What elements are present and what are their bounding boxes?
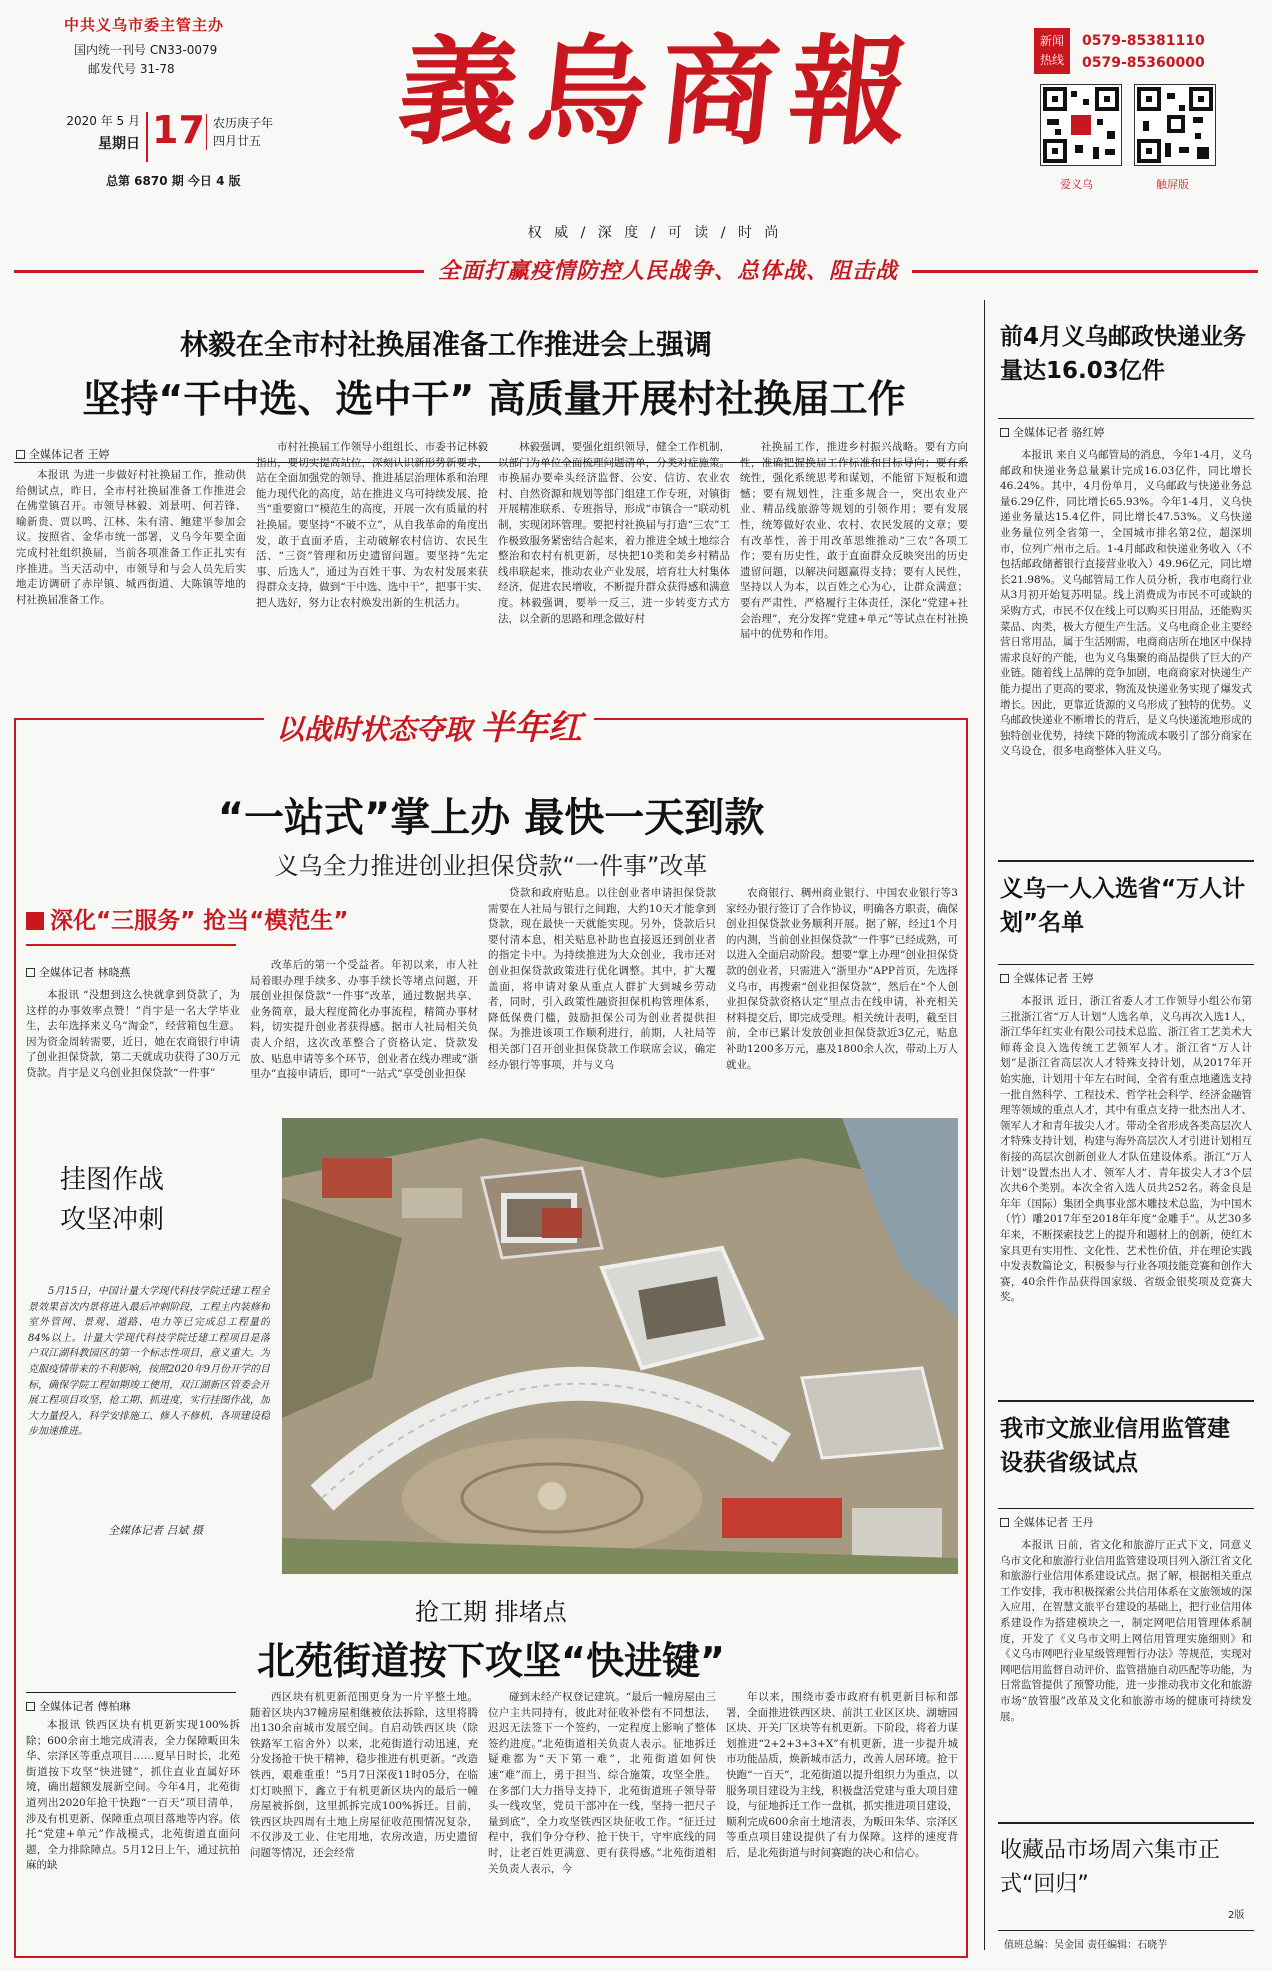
- beiyuan-kicker: 抢工期 排堵点: [415, 1598, 567, 1626]
- beiyuan-col-2: [250, 1690, 478, 1950]
- sponsor-line: 中共义乌市委主管主办: [64, 16, 225, 34]
- lunar-year: 农历庚子年: [213, 116, 274, 130]
- qr-label-1: 爱义乌: [1060, 178, 1093, 191]
- beiyuan-col-1: [26, 1718, 240, 1950]
- right4-headline[interactable]: 收藏品市场周六集市正式“回归”: [1000, 1838, 1221, 1897]
- right3-byline: [1000, 1514, 1250, 1530]
- campaign-slogan: 全面打赢疫情防控人民战争、总体战、阻击战: [424, 254, 912, 285]
- beiyuan-col-4: [726, 1690, 958, 1950]
- masthead-left-info: [64, 14, 254, 77]
- right2-byline: [1000, 970, 1250, 986]
- right3-body: [1000, 1538, 1252, 1816]
- photo-credit: 全媒体记者 吕斌 摄: [108, 1524, 203, 1537]
- feature-col-1-text: 本报讯 “没想到这么快就拿到贷款了，为这样的办事效率点赞！”肖宇是一名大学毕业生，去年选择来义乌“淘金”，经营箱包生意。因为资金周转需要，近日，她在农商银行申请了创业担保贷款，第二天就成功获得了30万元贷款。肖宇是义乌创业担保贷款“一件事”: [26, 989, 240, 1079]
- feature-banner: [264, 700, 594, 749]
- lead-col-3: [498, 440, 730, 690]
- hotline-label-1: 新闻: [1039, 34, 1064, 48]
- feature-col-4: [726, 886, 958, 1106]
- right1-byline: [1000, 424, 1250, 440]
- hotline-label-2: 热线: [1039, 53, 1064, 67]
- newspaper-title: 義烏商報: [392, 22, 928, 161]
- slogan: 权 威 / 深 度 / 可 读 / 时 尚: [527, 225, 783, 241]
- photo-caption-paragraph: 5月15日，中国计量大学现代科技学院迁建工程全景效果首次内景将进入最后冲刺阶段，工程主内装修和室外管网、景观、道路、电力等已完成总工程量的84%以上。计量大学现代科技学院迁建工程项目是落户双江湖科教园区的第一个标志性项目，意义重大。为克服疫情带来的不利影响，按照2020年9月份开学的目标，确保学院工程如期竣工使用，双江湖新区管委会开展工程项目攻坚，抢工期、抓进度，实行挂图作战，加大力量投入，科学安排施工、修人不修机，各项建设稳步加速推进。: [28, 1286, 270, 1438]
- hotline-phones: [1082, 30, 1205, 74]
- right4-page-ref[interactable]: 2版: [1228, 1910, 1245, 1921]
- right2-headline: 义乌一人入选省“万人计划”名单: [1000, 876, 1246, 936]
- postal-line: 邮发代号 31-78: [88, 62, 175, 76]
- weekday: 星期日: [98, 136, 140, 152]
- issue-number: 总第 6870 期 今日 4 版: [106, 174, 241, 188]
- qr-code-aiyiwu[interactable]: [1040, 84, 1122, 166]
- lunar-day: 四月廿五: [213, 134, 262, 148]
- date-block: [64, 112, 148, 162]
- lead-byline-text: 全媒体记者 王婷: [29, 448, 110, 461]
- right1-byline-text: 全媒体记者 骆红婷: [1013, 426, 1105, 439]
- lead-col-4: [740, 440, 968, 690]
- right2-text: 本报讯 近日，浙江省委人才工作领导小组公布第三批浙江省“万人计划”人选名单，义乌再次入选1人，浙江华年红实业有限公司技术总监、浙江省工艺美术大师蒋金良入选传统工艺领军人才。浙江省“万人计划”是浙江省高层次人才特殊支持计划，从2017年开始实施，计划用十年左右时间，全省有重点地遴选支持一批自然科学、工程技术、哲学社会科学、经济金融管理等领域的重点人才，其中有重点支持一批杰出人才、领军人才和青年拔尖人才。带动全省形成各类高层次人才特殊支持计划，构建与海外高层次人才引进计划相互衔接的高层次创新创业人才队伍建设体系。浙江“万人计划”设置杰出人才、领军人才、青年拔尖人才3个层次共6个类别。本次全省入选人员共252名。蒋金良是年年（国际）集团全典事业部木雕技术总监，为中国木（竹）雕2017年至2018年年度“金雕手”。从艺30多年来，不断探索技艺上的提升和题材上的创新，使红木家具更有实用性、文化性、艺术性价值，并在理论实践中发表数篇论文，积极参与行业各项技能竞赛和创作大赛，40余件作品获得国家级、省级金银奖项及竞赛大奖。: [1000, 995, 1252, 1304]
- photo-title-2: 攻坚冲刺: [60, 1205, 165, 1235]
- feature-byline: [26, 964, 236, 980]
- square-icon: [26, 1702, 35, 1711]
- aerial-photo: [282, 1118, 958, 1574]
- qr-code-mobile[interactable]: [1134, 84, 1216, 166]
- right3-byline-text: 全媒体记者 王丹: [1013, 1516, 1094, 1529]
- phone-2: 0579-85360000: [1082, 55, 1205, 71]
- right2-byline-text: 全媒体记者 王婷: [1013, 972, 1094, 985]
- feature-tag-text: 深化“三服务” 抢当“模范生”: [50, 908, 349, 934]
- feature-headline: “一站式”掌上办 最快一天到款: [217, 795, 765, 841]
- qr-pattern-icon: [1041, 85, 1121, 165]
- right3-text: 本报讯 日前，省文化和旅游厅正式下文，同意义乌市文化和旅游行业信用监管建设项目列入浙江省文化和旅游行业信用体系建设试点。据了解，根据相关重点工作安排，我市积极探索公共信用体系在文旅领域的深入应用，在智慧文旅平台建设的基础上，把行业信用体系建设作为搭建模块之一，制定网吧信用管理体系制度，开发了《义乌市文明上网信用管理实施细则》和《义乌市网吧行业星级管理暂行办法》等规范，实现对网吧信用监督自动评价、监管措施自动匹配等功能，为日常监管提供了预警功能，进一步推动我市文化和旅游市场“放管服”改革及文化和旅游市场的健康可持续发展。: [1000, 1539, 1252, 1723]
- lead-headline: 坚持“干中选、选中干” 高质量开展村社换届工作: [82, 377, 906, 421]
- photo-title-1: 挂图作战: [60, 1165, 165, 1195]
- beiyuan-headline: 北苑街道按下攻坚“快进键”: [257, 1639, 725, 1683]
- editor-credits: 值班总编：吴金国 责任编辑：石晓芋: [1004, 1940, 1168, 1951]
- feature-col-1: [26, 988, 240, 1106]
- beiyuan-col-4-text: 年以来，围绕市委市政府有机更新目标和部署，全面推进铁西区块、前洪工业区区块、湖塘园区块、开关厂区块等有机更新。下阶段，将着力谋划推进“2+2+3+3+X”有机更新，进一步提升城市功能品质，焕新城市活力，改善人居环境。抢干快跑“一百天”，北苑街道以提升组织力为重点，以服务项目建设为主线，积极盘活党建与重大项目建设，与征地拆迁工作一盘棋，抓实推进项目建设，顺利完成600余亩土地清表，为畈田朱华、宗泽区等重点项目建设提供了有力保障。这样的速度背后，是北苑街道与时间赛跑的决心和信心。: [726, 1691, 958, 1859]
- feature-subhead: 义乌全力推进创业担保贷款“一件事”改革: [274, 852, 708, 880]
- feature-col-2-text: 改革后的第一个受益者。年初以来，市人社局着眼办理手续多、办事手续长等堵点问题，开展创业担保贷款“一件事”改革，通过数据共享、业务简章，最大程度简化办事流程，精简办事材料，切实提升创业者获得感。据市人社局相关负责人介绍，这次改革整合了资格认定、贷款发放、贴息申请等多个环节，创业者在线办理或“浙里办”直接申请后，即可“一站式”享受创业担保: [250, 959, 478, 1081]
- beiyuan-col-2-text: 西区块有机更新范围更身为一片平整土地。随着区块内37幢房屋相继被依法拆除，这里将腾出130余亩城市发展空间。自启动铁西区块（除铁路军工宿舍外）以来，北苑街道行动迅速，充分发扬抢干快干精神，稳步推进有机更新。“改造铁西，艰难重重！”5月7日深夜11时05分，在临灯灯映照下，鑫立于有机更新区块内的最后一幢房屋被拆倒，这里抓拆完成100%拆迁。目前，铁西区块四周有土地上房屋征收范围情况复杂，不仅涉及工业、住宅用地，农房改造，历史遗留问题等情况，还会经常: [250, 1691, 478, 1859]
- issn-line: 国内统一刊号 CN33-0079: [74, 43, 218, 57]
- beiyuan-col-3-text: 碰到未经产权登记建筑。“最后一幢房屋由三位户主共同持有，彼此对征收补偿有不同想法，迟迟无法签下一个签约，一定程度上影响了整体签约进度。”北苑街道相关负责人表示。征地拆迁疑难都为“天下第一难”，北苑街道如何快速“难”而上，勇于担当、综合施策，攻坚全胜。在多部门大力指导支持下，北苑街道班子领导带头一线攻坚，党员干部冲在一线，坚持一把尺子量到底”，全力攻坚铁西区块征收工作。“征迁过程中，我们争分夺秒、抢干快干，守牢底线的同时，让老百姓更满意、更有获得感。”北苑街道相关负责人表示，今: [488, 1691, 716, 1875]
- lead-col-4-text: 社换届工作，推进乡村振兴战略。要有方向性，准确把握换届工作标准和目标导向；要有系统性，强化系统思考和谋划，不能留下短板和遗憾；要有规划性，注重多规合一，突出农业产业、精品线旅游等规划的引领作用；要有发展性，统筹做好农业、农村、农民发展的文章；要有改革性，善于用改革思维推动“三农”各项工作；要有历史性，敢于直面群众反映突出的历史遗留问题，以解决问题赢得支持；要有人民性，坚持以人为本，以百姓之心为心，让群众满意；要有严肃性，严格履行主体责任，深化“党建+社会治理”，充分发挥“党建+单元”等试点在村社换届中的优势和作用。: [740, 441, 968, 641]
- qr-pattern-icon: [1135, 85, 1215, 165]
- lead-byline: [16, 446, 256, 462]
- square-icon: [16, 450, 25, 459]
- date-year-month: 2020 年 5 月: [66, 114, 140, 128]
- lead-col-2: [256, 440, 488, 690]
- lead-col-3-text: 林毅强调，要强化组织领导，健全工作机制，以部门为单位全面梳理问题清单，分类对症施策。市换届办要牵头经济监督、公安、信访、农业农村、自然资源和规划等部门组建工作专班，对镇街开展精准联系、专班指导，形成“市镇合一”联动机制，实现闭环管理。要把村社换届与打造“三农”工作极致服务紧密结合起来，着力推进全域土地综合整治和农村有机更新，尽快把10类和美乡村精品线串联起来，推动农业产业发展，培育壮大村集体经济，促进农民增收，不断提升群众获得感和满意度。林毅强调，要举一反三，进一步转变方式方法，以全新的思路和理念做好村: [498, 441, 730, 625]
- right1-text: 本报讯 来自义乌邮管局的消息，今年1-4月，义乌邮政和快递业务总量累计完成16.03亿件，同比增长46.24%。其中，4月份单月，义乌邮政与快递业务总量6.29亿件，同比增长65.93%。今年1-4月，义乌快递业务量达15.4亿件，同比增长47.53%。义乌快递业务量位列全省第一，全国城市排名第2位，超深圳市，位列广州市之后。1-4月邮政和快递业务收入（不包括邮政储蓄银行直接营业收入）49.96亿元，同比增长21.98%。义乌邮管局工作人员分析，我市电商行业从3月初开始复苏明显。线上消费成为市民不可或缺的采购方式，市民不仅在线上可以购买日用品，还能购买菜品、肉类，极大方便生产生活。义乌电商企业主要经营日常用品，属于生活刚需，电商商店所在地区中保持需求良好的产能，也为义乌集聚的商品提供了巨大的产业链。随着线上品牌的竞争加剧，电商商家对快递生产能力提出了更高的要求，物流及快递业务实现了爆发式增长。因此，更靠近货源的义乌形成了独特的优势。义乌邮政快递业不断增长的背后，是义乌快递流地形成的独特创业优势，持续下降的物流成本吸引了部分商家在义乌设仓，很多电商整体入驻义乌。: [1000, 449, 1252, 758]
- right2-body: [1000, 994, 1252, 1396]
- beiyuan-byline: [26, 1698, 236, 1714]
- lead-col-2-text: 市村社换届工作领导小组组长、市委书记林毅指出，要切实提高站位，深刻认识新形势新要求，站在全面加强党的领导、推进基层治理体系和治理能力现代化的高度，站在推进义乌可持续发展、抢当“重要窗口”模范生的高度，开展一次有质量的村社换届。要坚持“不破不立”，从自我革命的角度出发，敢于直面矛盾，主动破解农村信访、农民生活、“三资”管理和历史遗留问题。要坚持“先定事、后选人”，通过为百姓干事、为农村发展来获得群众支持，做到“干中选、选中干”，把事干实、把人选好，努力让农村焕发出新的生机活力。: [256, 441, 488, 609]
- phone-1: 0579-85381110: [1082, 33, 1205, 49]
- beiyuan-byline-text: 全媒体记者 傅柏琳: [39, 1700, 131, 1713]
- right1-body: [1000, 448, 1252, 854]
- feature-banner-text: 以战时状态夺取: [276, 713, 473, 746]
- qr-label-2: 触屏版: [1156, 178, 1189, 191]
- lunar-date: [206, 114, 273, 150]
- square-icon: [1000, 974, 1009, 983]
- beiyuan-col-3: [488, 1690, 716, 1950]
- feature-col-2: [250, 958, 478, 1106]
- lead-col-1: [16, 468, 246, 690]
- feature-col-3-text: 贷款和政府贴息。以往创业者申请担保贷款需要在人社局与银行之间跑，大约10天才能拿到贷款，现在最快一天就能实现。另外，贷款后只要付清本息，相关贴息补助也直接返还到创业者的指定卡中。为持续推进为大众创业，我市还对创业担保贷款政策进行优化调整。其中，扩大覆盖面，将申请对象从重点人群扩大到城乡劳动者，同时，引入政策性融资担保机构管理体系，降低保费门槛，鼓励担保公司为创业者提供担保。为推进该项工作顺利进行，前期，人社局等相关部门召开创业担保贷款工作联席会议，确定经办银行等事项，并与义乌: [488, 887, 716, 1071]
- red-square-icon: [26, 912, 44, 930]
- feature-tag: [26, 902, 466, 942]
- feature-col-3: [488, 886, 716, 1106]
- square-icon: [1000, 428, 1009, 437]
- aerial-photo-illustration: [282, 1118, 958, 1574]
- right1-headline: 前4月义乌邮政快递业务量达16.03亿件: [1000, 324, 1247, 384]
- right3-headline: 我市文旅业信用监管建设获省级试点: [1000, 1416, 1230, 1476]
- square-icon: [1000, 1518, 1009, 1527]
- square-icon: [26, 968, 35, 977]
- feature-banner-script: 半年红: [480, 708, 583, 748]
- beiyuan-col-1-text: 本报讯 铁西区块有机更新实现100%拆除；600余亩土地完成清表，全力保障畈田朱华、宗泽区等重点项目……夏早日时长，北苑街道按下攻坚“快进键”，抓住直业直属好环境，确出超额发展新空间。今年4月，北苑街道列出2020年抢干快跑“一百天”项目清单，涉及有机更新、保障重点项目落地等内容。依托“党建+单元”作战模式，北苑街道直面问题，全力排除障点。5月12日上午，通过抗拍麻的缺: [26, 1719, 240, 1872]
- feature-byline-text: 全媒体记者 林晓燕: [39, 966, 131, 979]
- date-day: 17: [152, 108, 205, 152]
- lead-kicker: 林毅在全市村社换届准备工作推进会上强调: [180, 328, 713, 361]
- feature-col-4-text: 农商银行、稠州商业银行、中国农业银行等3家经办银行签订了合作协议，明确各方职责，确保创业担保贷款业务顺利开展。据了解，经过1个月的内测，当前创业担保贷款“一件事”已经成熟，可以进入全面启动阶段。想要“掌上办理”创业担保贷款的创业者，只需进入“浙里办”APP首页，先选择义乌市，再搜索“创业担保贷款”，然后在“个人创业担保贷款资格认定”里点击在线申请，补充相关材料提交后，即完成受理。相关统计表明，截至目前，全市已累计发放创业担保贷款近3亿元，贴息补助1200多万元，惠及1800余人次，带动上万人就业。: [726, 887, 958, 1071]
- lead-col-1-text: 本报讯 为进一步做好村社换届工作，推动供给侧试点，昨日，全市村社换届准备工作推进会在佛堂镇召开。市领导林毅、刘景明、何若锋、喻新贵、贾以鸣、江林、朱有清、鲍建平参加会议。按照省、金华市统一部署，义乌今年要全面完成村社组织换届，当前各项准备工作正扎实有序推进。当天活动中，市领导和与会人员先后实地走访调研了赤岸镇、城西街道、大陈镇等地的村社换届准备工作。: [16, 469, 246, 606]
- photo-caption-text: [28, 1284, 270, 1516]
- photo-caption-title: [60, 1160, 164, 1240]
- hotline-badge: [1034, 28, 1070, 74]
